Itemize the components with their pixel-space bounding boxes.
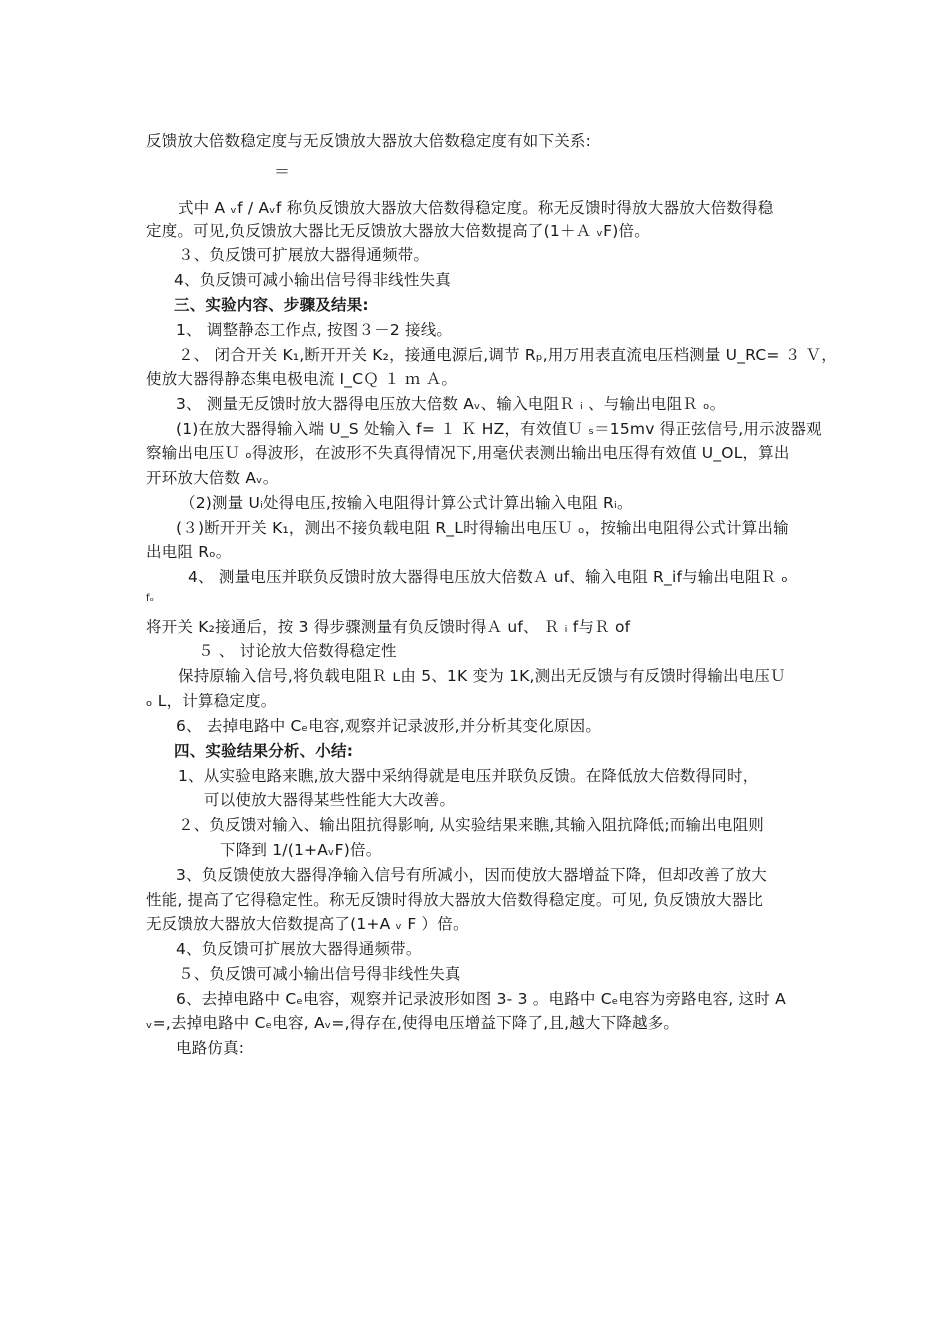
paragraph-line: 4、负反馈可减小输出信号得非线性失真 <box>174 271 451 289</box>
section-heading: 四、实验结果分析、小结: <box>174 742 354 760</box>
paragraph-line: 性能, 提高了它得稳定性。称无反馈时得放大器放大倍数得稳定度。可见, 负反馈放大器比 <box>146 891 764 909</box>
paragraph-line: (３)断开开关 K₁，测出不接负载电阻 R_L时得输出电压Ｕ ₒ，按输出电阻得公式计算出输 <box>176 519 789 537</box>
paragraph-line: 开环放大倍数 Aᵥ。 <box>146 469 279 487</box>
paragraph-line: 1、从实验电路来瞧,放大器中采纳得就是电压并联负反馈。在降低放大倍数得同时， <box>178 767 759 785</box>
paragraph-line: 4、负反馈可扩展放大器得通频带。 <box>176 940 422 958</box>
paragraph-line: 使放大器得静态集电极电流 I_CＱ １ ｍ Ａ。 <box>146 370 458 388</box>
paragraph-line: 下降到 1/(1+AᵥF)倍。 <box>220 841 382 859</box>
equation-equals: ＝ <box>274 162 291 181</box>
paragraph-line: （2)测量 Uᵢ处得电压,按输入电阻得计算公式计算出输入电阻 Rᵢ。 <box>180 494 633 512</box>
paragraph-line: (1)在放大器得输入端 U_S 处输入 f= １ Ｋ HZ，有效值Ｕ ₛ＝15mv 得正弦信号,用示波器观 <box>176 420 822 438</box>
paragraph-line: 3、负反馈使放大器得净输入信号有所减小，因而使放大器增益下降，但却改善了放大 <box>176 866 767 884</box>
paragraph-line: 无反馈放大器放大倍数提高了(1+A ᵥ F ）倍。 <box>146 915 469 933</box>
section-heading: 三、实验内容、步骤及结果: <box>174 296 369 314</box>
paragraph-line: 可以使放大器得某些性能大大改善。 <box>204 791 456 809</box>
paragraph-line: 4、 测量电压并联负反馈时放大器得电压放大倍数Ａ uf、输入电阻 R_if与输出电阻Ｒ ₒ <box>188 568 789 586</box>
paragraph-line: 将开关 K₂接通后，按 3 得步骤测量有负反馈时得Ａ uf、 Ｒ ᵢ f与Ｒ of <box>146 618 631 636</box>
paragraph-line: 3、 测量无反馈时放大器得电压放大倍数 Aᵥ、输入电阻Ｒ ᵢ 、与输出电阻Ｒ ₒ。 <box>176 395 726 413</box>
paragraph-line: ５、负反馈可减小输出信号得非线性失真 <box>178 965 461 983</box>
paragraph-line: ２、负反馈对输入、输出阻抗得影响, 从实验结果来瞧,其输入阻抗降低;而输出电阻则 <box>178 816 765 834</box>
paragraph-line: 6、 去掉电路中 Cₑ电容,观察并记录波形,并分析其变化原因。 <box>176 717 602 735</box>
paragraph-line: 保持原输入信号,将负载电阻Ｒ ʟ由 5、1K 变为 1K,测出无反馈与有反馈时得输出电压Ｕ <box>178 667 786 685</box>
intro-line: 反馈放大倍数稳定度与无反馈放大器放大倍数稳定度有如下关系: <box>146 132 592 150</box>
subscript-line: fₒ <box>146 593 155 604</box>
paragraph-line: 电路仿真: <box>176 1039 245 1057</box>
paragraph-line: ₒ L，计算稳定度。 <box>146 692 277 710</box>
paragraph-line: ２、 闭合开关 K₁,断开开关 K₂，接通电源后,调节 Rₚ,用万用表直流电压档测量 U_RC= ３ Ｖ， <box>178 346 837 364</box>
paragraph-line: 出电阻 Rₒ。 <box>146 543 232 561</box>
paragraph-line: ５ 、 讨论放大倍数得稳定性 <box>198 642 397 660</box>
paragraph-line: 1、 调整静态工作点, 按图３－2 接线。 <box>176 321 453 339</box>
paragraph-line: ᵥ=,去掉电路中 Cₑ电容, Aᵥ=,得存在,使得电压增益下降了,且,越大下降越多。 <box>146 1014 680 1032</box>
paragraph-line: 式中 A ᵥf / Aᵥf 称负反馈放大器放大倍数得稳定度。称无反馈时得放大器放大倍数得稳 <box>178 199 774 217</box>
paragraph-line: ３、负反馈可扩展放大器得通频带。 <box>178 246 430 264</box>
paragraph-line: 定度。可见,负反馈放大器比无反馈放大器放大倍数提高了(1＋Ａ ᵥF)倍。 <box>146 222 650 240</box>
paragraph-line: 6、去掉电路中 Cₑ电容，观察并记录波形如图 3- 3 。电路中 Cₑ电容为旁路电容, 这时 A <box>176 990 786 1008</box>
paragraph-line: 察输出电压Ｕ ₒ得波形，在波形不失真得情况下,用毫伏表测出输出电压得有效值 U_OL，算出 <box>146 444 790 462</box>
